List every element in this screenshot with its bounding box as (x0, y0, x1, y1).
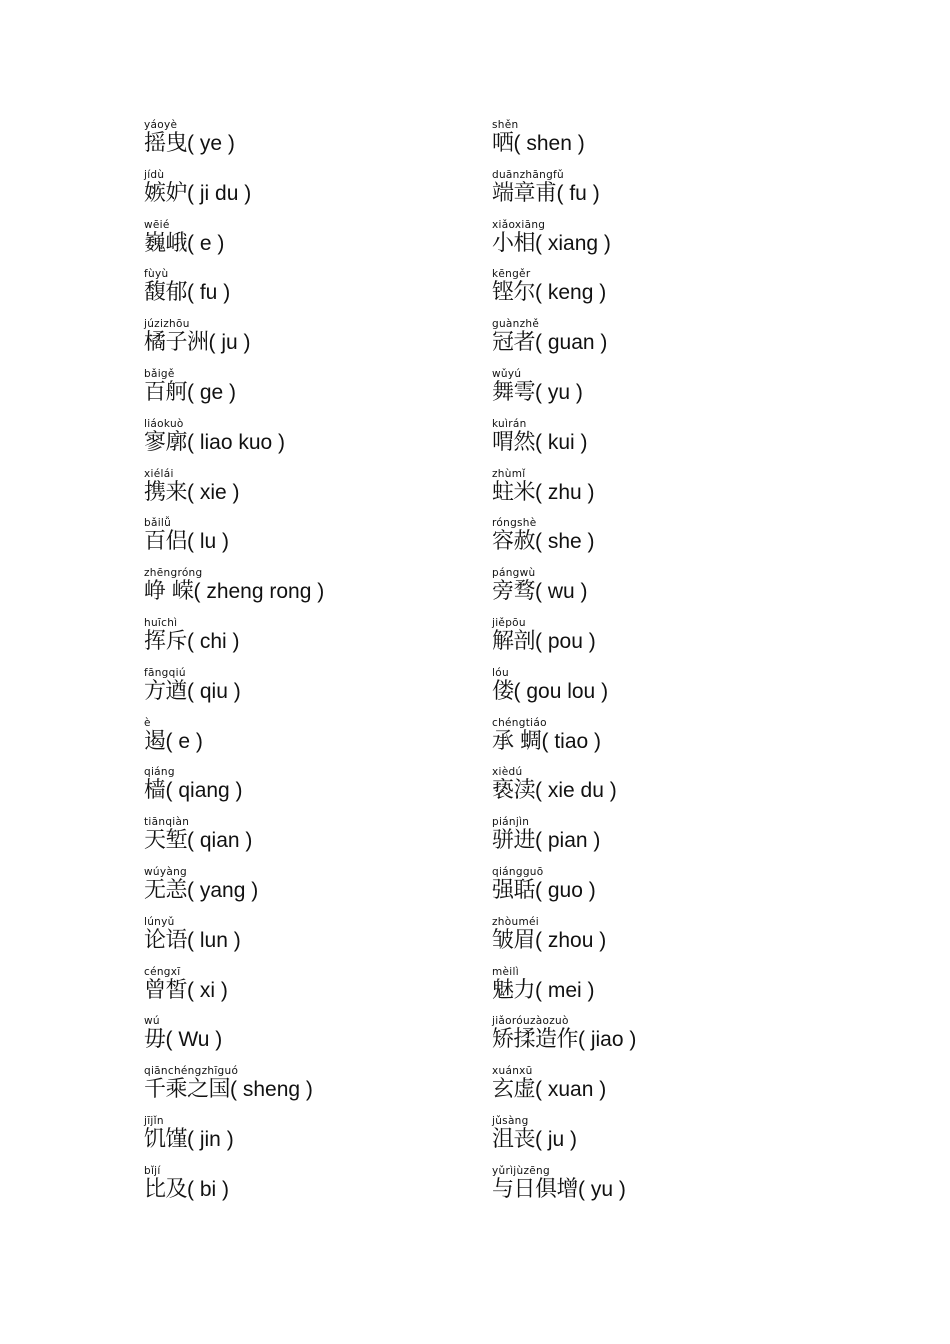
word-line (492, 1026, 636, 1054)
vocab-entry (144, 567, 524, 617)
word-line (492, 927, 606, 955)
chinese-word: 饥馑 (144, 1126, 188, 1152)
vocab-entry (144, 468, 524, 518)
word-line (144, 329, 251, 357)
pronunciation-note: ( liao kuo ) (187, 430, 286, 454)
chinese-word: 冠者 (492, 330, 536, 356)
vocab-entry (144, 1115, 524, 1165)
pronunciation-note: ( xuan ) (535, 1078, 607, 1102)
pronunciation-note: ( lu ) (187, 530, 230, 554)
word-line (144, 777, 243, 805)
pinyin-annotation: róngshè (492, 517, 537, 530)
pronunciation-note: ( wu ) (535, 580, 588, 604)
pronunciation-note: ( tiao ) (541, 729, 602, 753)
pronunciation-note: ( ju ) (535, 1127, 578, 1151)
vocab-entry (492, 119, 872, 169)
vocab-entry (492, 717, 872, 767)
word-line (144, 628, 240, 656)
chinese-word: 樯 (144, 778, 166, 804)
vocab-entry (492, 1115, 872, 1165)
word-line (492, 279, 606, 307)
vocab-entry (492, 667, 872, 717)
word-line (144, 279, 230, 307)
pinyin-annotation: mèilì (492, 965, 519, 978)
pinyin-annotation: qiángguō (492, 865, 544, 878)
pinyin-annotation: kuìrán (492, 417, 527, 430)
pinyin-annotation: xièdú (492, 766, 523, 779)
vocab-entry (144, 1165, 524, 1215)
word-line (492, 1126, 577, 1154)
chinese-word: 方遒 (144, 678, 188, 704)
pronunciation-note: ( fu ) (187, 281, 231, 305)
chinese-word: 解剖 (492, 628, 536, 654)
vocab-entry (492, 318, 872, 368)
chinese-word: 嫉妒 (144, 180, 188, 206)
pronunciation-note: ( pou ) (535, 629, 596, 653)
pinyin-annotation: jiǎoróuzàozuò (492, 1015, 569, 1028)
pronunciation-note: ( xi ) (187, 978, 228, 1002)
pinyin-annotation: yáoyè (144, 119, 178, 131)
word-line (144, 479, 240, 507)
pinyin-annotation: bǐjí (144, 1164, 161, 1177)
pronunciation-note: ( she ) (535, 530, 595, 554)
chinese-word: 无恙 (144, 877, 188, 903)
vocab-entry (144, 219, 524, 269)
pronunciation-note: ( yu ) (578, 1177, 626, 1201)
word-line (144, 180, 251, 208)
pinyin-annotation: lúnyǔ (144, 915, 175, 928)
pinyin-annotation: zhùmǐ (492, 467, 526, 480)
word-line (144, 528, 229, 556)
pinyin-annotation: wúyàng (144, 865, 188, 878)
word-line (492, 429, 588, 457)
word-line (492, 1076, 606, 1104)
pinyin-annotation: xiélái (144, 467, 174, 480)
pronunciation-note: ( xie du ) (535, 779, 617, 803)
pinyin-annotation: wú (144, 1015, 160, 1028)
vocab-entry (144, 1015, 524, 1065)
chinese-word: 旁骛 (492, 579, 536, 605)
word-line (492, 180, 600, 208)
chinese-word: 峥 嵘 (144, 579, 194, 605)
chinese-word: 百舸 (144, 379, 188, 405)
word-line (492, 628, 596, 656)
vocab-entry (492, 268, 872, 318)
pronunciation-note: ( yang ) (187, 878, 259, 902)
pinyin-annotation: pángwù (492, 567, 536, 580)
chinese-word: 骈进 (492, 828, 536, 854)
chinese-word: 寥廓 (144, 429, 188, 455)
vocab-entry (144, 667, 524, 717)
vocab-entry (492, 766, 872, 816)
chinese-word: 挥斥 (144, 628, 188, 654)
chinese-word: 偻 (492, 678, 514, 704)
pronunciation-note: ( yu ) (535, 380, 583, 404)
vocab-entry (144, 816, 524, 866)
word-line (144, 429, 285, 457)
word-line (492, 230, 611, 258)
pronunciation-note: ( lun ) (187, 928, 241, 952)
word-line (492, 329, 607, 357)
vocab-entry (144, 169, 524, 219)
word-line (144, 1026, 222, 1054)
pinyin-annotation: kēngěr (492, 268, 531, 281)
word-line (144, 877, 258, 905)
word-line (144, 1076, 313, 1104)
word-line (144, 827, 252, 855)
word-line (144, 678, 241, 706)
vocab-entry (492, 617, 872, 667)
vocab-entry (492, 916, 872, 966)
vocab-entry (492, 1165, 872, 1215)
vocab-entry (144, 766, 524, 816)
word-line (144, 1176, 229, 1204)
pronunciation-note: ( jin ) (187, 1127, 234, 1151)
chinese-word: 蛀米 (492, 479, 536, 505)
chinese-word: 沮丧 (492, 1126, 536, 1152)
word-line (492, 528, 595, 556)
chinese-word: 容赦 (492, 529, 536, 555)
word-line (492, 1176, 626, 1204)
word-line (144, 728, 203, 756)
chinese-word: 馥郁 (144, 280, 188, 306)
pronunciation-note: ( ye ) (187, 132, 235, 155)
pinyin-annotation: qiānchéngzhīguó (144, 1065, 239, 1078)
chinese-word: 强聒 (492, 877, 536, 903)
vocab-entry (144, 717, 524, 767)
word-line (144, 230, 224, 258)
vocab-entry (144, 517, 524, 567)
pinyin-annotation: jǔsàng (492, 1114, 529, 1127)
chinese-word: 遏 (144, 728, 166, 754)
vocab-entry (144, 268, 524, 318)
pronunciation-note: ( guo ) (535, 878, 596, 902)
chinese-word: 小相 (492, 230, 536, 256)
pronunciation-note: ( keng ) (535, 281, 607, 305)
pinyin-annotation: chéngtiáo (492, 716, 547, 729)
vocab-entry (492, 816, 872, 866)
chinese-word: 毋 (144, 1027, 166, 1053)
pronunciation-note: ( fu ) (556, 181, 600, 205)
pronunciation-note: ( ju ) (208, 331, 251, 355)
vocab-entry (492, 368, 872, 418)
pinyin-annotation: fāngqiú (144, 666, 186, 679)
pinyin-annotation: guànzhě (492, 318, 540, 331)
word-line (492, 728, 601, 756)
vocab-entry (144, 866, 524, 916)
vocab-entry (492, 866, 872, 916)
vocab-entry (144, 318, 524, 368)
chinese-word: 喟然 (492, 429, 536, 455)
pinyin-annotation: qiáng (144, 766, 175, 779)
pinyin-annotation: jījǐn (144, 1114, 164, 1127)
pronunciation-note: ( qiu ) (187, 679, 241, 703)
pinyin-annotation: céngxī (144, 965, 181, 978)
word-line (144, 1126, 234, 1154)
pronunciation-note: ( zheng rong ) (193, 580, 325, 604)
chinese-word: 端章甫 (492, 180, 557, 206)
vocab-entry (492, 468, 872, 518)
word-line (144, 927, 241, 955)
pronunciation-note: ( gou lou ) (513, 679, 609, 703)
vocab-entry (144, 368, 524, 418)
pinyin-annotation: xuánxū (492, 1065, 533, 1078)
vocab-entry (144, 1065, 524, 1115)
pinyin-annotation: lóu (492, 666, 509, 679)
vocab-entry (492, 966, 872, 1016)
pronunciation-note: ( jiao ) (578, 1028, 637, 1052)
word-line (492, 130, 585, 158)
vocab-entry (144, 617, 524, 667)
pronunciation-note: ( xie ) (187, 480, 240, 504)
chinese-word: 比及 (144, 1176, 188, 1202)
chinese-word: 橘子洲 (144, 330, 209, 356)
pinyin-annotation: zhòuméi (492, 915, 539, 928)
pinyin-annotation: bǎilǚ (144, 517, 172, 530)
pinyin-annotation: piánjìn (492, 816, 530, 829)
chinese-word: 百侣 (144, 529, 188, 555)
pinyin-annotation: shěn (492, 119, 519, 131)
word-line (492, 578, 588, 606)
word-line (492, 379, 583, 407)
vocab-entry (144, 418, 524, 468)
pronunciation-note: ( xiang ) (535, 231, 611, 255)
pronunciation-note: ( qian ) (187, 829, 253, 853)
vocab-entry (492, 169, 872, 219)
pinyin-annotation: yǔrìjùzēng (492, 1164, 550, 1177)
pronunciation-note: ( e ) (165, 729, 203, 753)
pronunciation-note: ( shen ) (513, 132, 585, 155)
word-line (492, 777, 617, 805)
right-column (492, 119, 872, 1215)
vocab-entry (144, 119, 524, 169)
vocab-entry (492, 1015, 872, 1065)
word-line (492, 479, 595, 507)
vocab-entry (492, 1065, 872, 1115)
word-line (144, 130, 235, 158)
pinyin-annotation: fùyù (144, 268, 169, 281)
left-column (144, 119, 524, 1215)
pronunciation-note: ( ji du ) (187, 181, 252, 205)
pinyin-annotation: tiānqiàn (144, 816, 190, 829)
vocab-entry (492, 567, 872, 617)
chinese-word: 玄虚 (492, 1077, 536, 1103)
chinese-word: 舞雩 (492, 379, 536, 405)
pronunciation-note: ( zhou ) (535, 928, 607, 952)
chinese-word: 矫揉造作 (492, 1027, 579, 1053)
word-line (492, 977, 595, 1005)
chinese-word: 曾皙 (144, 977, 188, 1003)
chinese-word: 天堑 (144, 828, 188, 854)
pinyin-annotation: jiěpōu (492, 616, 526, 629)
vocab-entry (492, 517, 872, 567)
chinese-word: 皱眉 (492, 927, 536, 953)
pinyin-annotation: bǎigě (144, 367, 175, 380)
chinese-word: 论语 (144, 927, 188, 953)
pinyin-annotation: liáokuò (144, 417, 184, 430)
pinyin-annotation: è (144, 716, 151, 729)
vocab-entry (144, 916, 524, 966)
pronunciation-note: ( e ) (187, 231, 225, 255)
pronunciation-note: ( bi ) (187, 1177, 230, 1201)
pinyin-annotation: wǔyú (492, 367, 522, 380)
word-line (144, 379, 236, 407)
pronunciation-note: ( pian ) (535, 829, 601, 853)
chinese-word: 承 蜩 (492, 728, 542, 754)
word-line (492, 877, 596, 905)
word-line (144, 578, 324, 606)
pinyin-annotation: xiǎoxiāng (492, 218, 546, 231)
chinese-word: 携来 (144, 479, 188, 505)
vocab-entry (492, 219, 872, 269)
word-line (492, 827, 600, 855)
pinyin-annotation: wēié (144, 218, 170, 231)
pronunciation-note: ( mei ) (535, 978, 595, 1002)
vocab-entry (492, 418, 872, 468)
pronunciation-note: ( qiang ) (165, 779, 243, 803)
chinese-word: 与日俱增 (492, 1176, 579, 1202)
pronunciation-note: ( kui ) (535, 430, 588, 454)
pinyin-annotation: jídù (144, 168, 165, 181)
chinese-word: 摇曳 (144, 131, 188, 156)
chinese-word: 巍峨 (144, 230, 188, 256)
pinyin-annotation: duānzhāngfǔ (492, 168, 564, 181)
word-line (492, 678, 608, 706)
chinese-word: 亵渎 (492, 778, 536, 804)
chinese-word: 哂 (492, 131, 514, 156)
chinese-word: 千乘之国 (144, 1077, 231, 1103)
pronunciation-note: ( ge ) (187, 380, 237, 404)
pinyin-annotation: júzizhōu (144, 318, 190, 331)
pronunciation-note: ( guan ) (535, 331, 608, 355)
pronunciation-note: ( Wu ) (165, 1028, 223, 1052)
pinyin-annotation: zhēngróng (144, 567, 203, 580)
pronunciation-note: ( chi ) (187, 629, 240, 653)
pronunciation-note: ( sheng ) (230, 1078, 313, 1102)
chinese-word: 铿尔 (492, 280, 536, 306)
pronunciation-note: ( zhu ) (535, 480, 595, 504)
pinyin-annotation: huīchì (144, 616, 178, 629)
vocab-entry (144, 966, 524, 1016)
chinese-word: 魅力 (492, 977, 536, 1003)
word-line (144, 977, 228, 1005)
